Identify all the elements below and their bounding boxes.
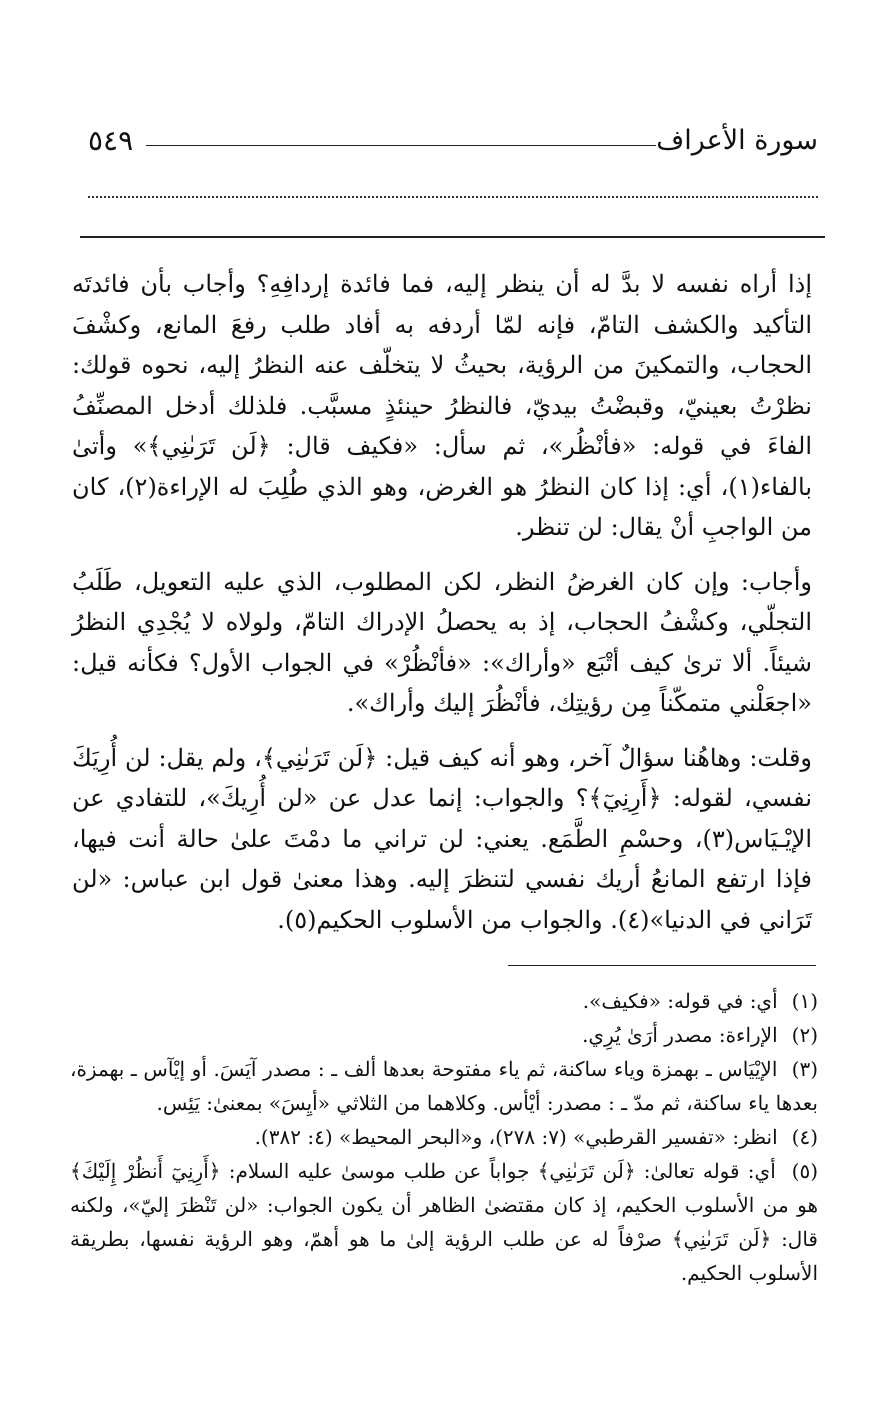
- footnote-rule: [508, 965, 816, 966]
- top-rule: [80, 236, 825, 238]
- footnote-2: [70, 1018, 818, 1052]
- header-rule: [146, 145, 656, 146]
- footnote-3: [70, 1052, 818, 1120]
- surah-title: سورة الأعراف: [656, 125, 818, 156]
- main-text: [72, 264, 812, 940]
- paragraph-3: وقلت: وهاهُنا سؤالٌ آخر، وهو أنه كيف قيل: ﴿لَن تَرَىٰنِي﴾، ولم يقل: لن أُرِيَكَ نفسي، لقوله: ﴿أَرِنِيٓ﴾؟ والجواب: إنما عدل عن «لن أُرِيكَ»، للتفادي عن الإيْـيَاس(٣)، وحسْمِ الطَّمَع. يعني: لن تراني ما دمْتَ علىٰ حالة أنت فيها، فإذا ارتفع المانعُ أريك نفسي لتنظرَ إليه. وهذا معنىٰ قول ابن عباس: «لن تَرَاني في الدنيا»(٤). والجواب من الأسلوب الحكيم(٥).: [72, 743, 812, 934]
- footnote-number: (١): [791, 989, 818, 1013]
- footnotes: [70, 984, 818, 1290]
- footnote-number: (٣): [791, 1057, 819, 1081]
- paragraph-1: إذا أراه نفسه لا بدَّ له أن ينظر إليه، فما فائدة إردافِهِ؟ وأجاب بأن فائدتَه التأكيد والكشف التامّ، فإنه لمّا أردفه به أفاد طلب رفعَ المانع، وكشْفَ الحجاب، والتمكينَ من الرؤية، بحيثُ لا يتخلّف عنه النظرُ إليه، نحوه قولك: نظرْتُ بعينيّ، وقبضْتُ بيديّ، فالنظرُ حينئذٍ مسبَّب. فلذلك أدخل المصنِّفُ الفاءَ في قوله: «فأنْظُر»، ثم سأل: «فكيف قال: ﴿لَن تَرَىٰنِي﴾» وأتىٰ بالفاء(١)، أي: إذا كان النظرُ هو الغرض، وهو الذي طُلِبَ له الإراءة(٢)، كان من الواجبِ أنْ يقال: لن تنظر.: [72, 270, 813, 541]
- footnote-text: أي: قوله تعالىٰ: ﴿لَن تَرَىٰنِي﴾ جواباً عن طلب موسىٰ عليه السلام: ﴿أَرِنِيٓ أَنظُرْ إِلَيْكَ﴾ هو من الأسلوب الحكيم، إذ كان مقتضىٰ الظاهر أن يكون الجواب: «لن تَنْظرَ إليّ»، ولكنه قال: ﴿لَن تَرَىٰنِي﴾ صرْفاً له عن طلب الرؤية إلىٰ ما هو أهمّ، وهو الرؤية نفسها، بطريقة الأسلوب الحكيم.: [70, 1159, 818, 1285]
- footnote-5: [70, 1154, 818, 1290]
- paragraph-2: وأجاب: وإن كان الغرضُ النظر، لكن المطلوب، الذي عليه التعويل، طَلَبُ التجلّي، وكشْفُ الحجاب، إذ به يحصلُ الإدراك التامّ، ولولاه لا يُجْدِي النظرُ شيئاً. ألا ترىٰ كيف أتْبَع «وأراك»: «فأنْظُرْ» في الجواب الأول؟ فكأنه قيل: «اجعَلْني متمكّناً مِن رؤيتِك، فأنْظُرَ إليك وأراك».: [72, 567, 812, 717]
- footnote-text: انظر: «تفسير القرطبي» (٧: ٢٧٨)، و«البحر المحيط» (٤: ٣٨٢).: [254, 1125, 778, 1149]
- footnote-number: (٥): [791, 1159, 819, 1183]
- dotted-separator: [88, 196, 818, 216]
- footnote-4: [70, 1120, 818, 1154]
- page-header: [88, 124, 818, 162]
- footnote-number: (٤): [791, 1125, 818, 1149]
- footnote-text: أي: في قوله: «فكيف».: [582, 989, 778, 1013]
- footnote-1: [70, 984, 818, 1018]
- page-number: ٥٤٩: [88, 124, 134, 157]
- footnote-text: الإراءة: مصدر أرَىٰ يُرِي.: [582, 1023, 778, 1047]
- footnote-number: (٢): [791, 1023, 818, 1047]
- footnote-text: الإيْيَاس ـ بهمزة وياء ساكنة، ثم ياء مفتوحة بعدها ألف ـ : مصدر آيَسَ. أو إيْآس ـ بهمزة، بعدها ياء ساكنة، ثم مدّ ـ : مصدر: أيْأس. وكلاهما من الثلاثي «أيِسَ» بمعنىٰ: يَئِس.: [70, 1057, 818, 1115]
